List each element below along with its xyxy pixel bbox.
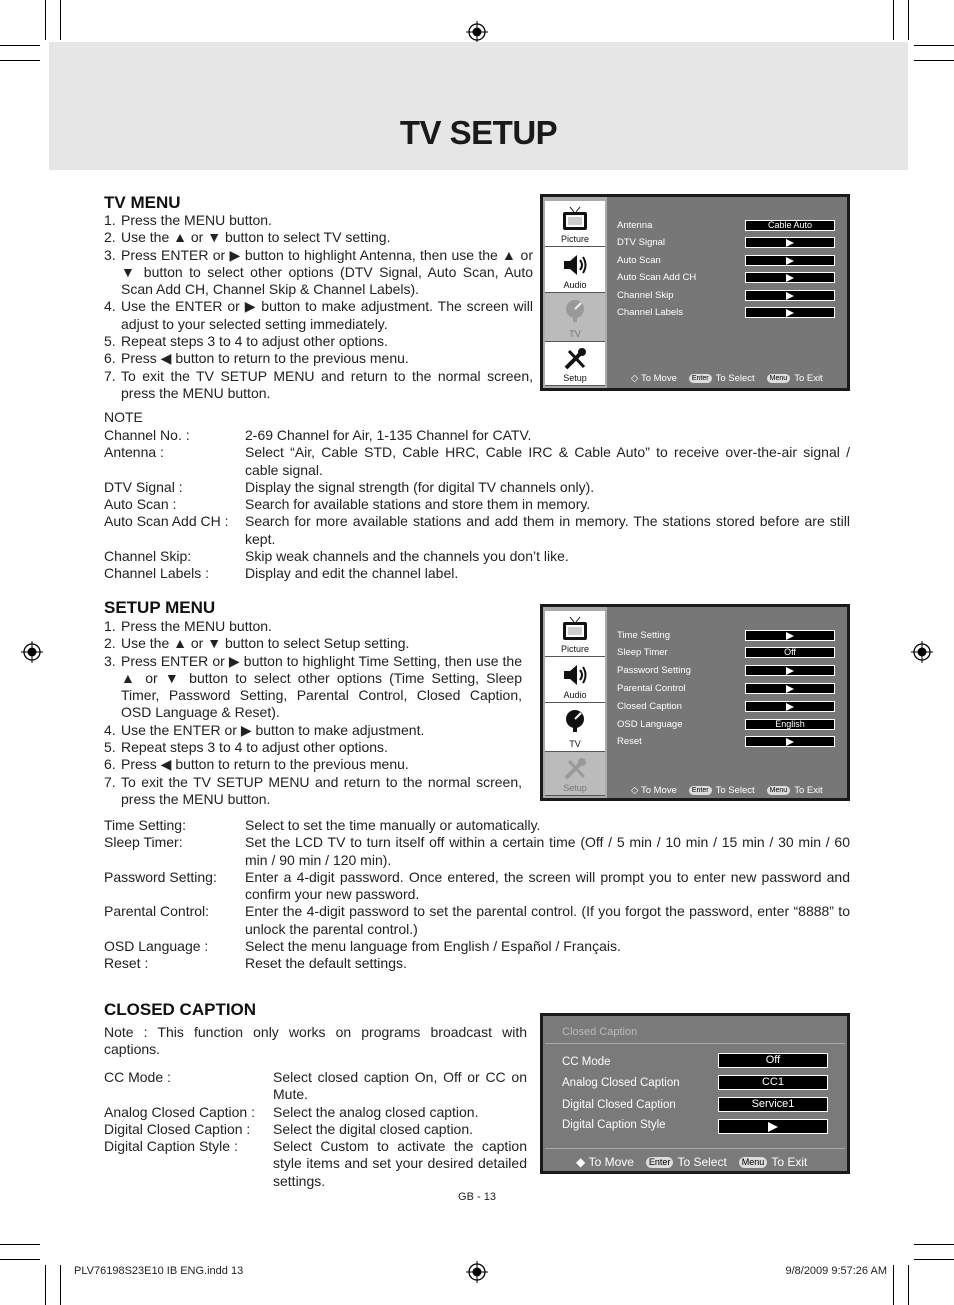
- tv-menu-heading: TV MENU: [104, 193, 181, 212]
- menu-item-value: Cable Auto: [745, 220, 835, 231]
- note-row: Password Setting: Enter a 4-digit password. Once entered, the screen will prompt you to enter new password and confirm your new password.: [104, 868, 850, 903]
- note-row: Channel Skip: Skip weak channels and the channels you don’t like.: [104, 548, 569, 565]
- move-arrows-icon: ◇: [631, 785, 641, 796]
- speaker-icon: [561, 662, 589, 688]
- crop-mark: [60, 1265, 61, 1305]
- date-slug: 9/8/2009 9:57:26 AM: [785, 1265, 887, 1277]
- menu-item-arrow: [745, 683, 835, 694]
- menu-item-arrow: [718, 1119, 828, 1134]
- menu-item-label: Sleep Timer: [617, 647, 668, 658]
- setup-menu-screenshot: [540, 604, 850, 801]
- title-banner: [49, 42, 908, 170]
- arrow-right-icon: [786, 274, 794, 282]
- page-title: TV SETUP: [399, 114, 558, 151]
- menu-key-badge: Menu: [767, 786, 791, 795]
- note-row: Auto Scan : Search for available stations and store them in memory.: [104, 496, 591, 513]
- setup-menu-steps: [104, 618, 522, 808]
- menu-sidebar: [543, 197, 607, 388]
- step-item: 7. To exit the TV SETUP MENU and return to the normal screen, press the MENU button.: [104, 773, 522, 807]
- note-row: Digital Closed Caption : Select the digital closed caption.: [104, 1120, 474, 1137]
- screen-title: Closed Caption: [562, 1026, 638, 1038]
- note-row: OSD Language : Select the menu language from English / Español / Français.: [104, 938, 621, 955]
- move-arrows-icon: ◇: [631, 373, 641, 384]
- sidebar-item-audio: Audio: [545, 247, 605, 293]
- crop-mark: [914, 60, 954, 61]
- note-row: DTV Signal : Display the signal strength (for digital TV channels only).: [104, 478, 595, 495]
- satellite-dish-icon: [561, 708, 589, 734]
- sidebar-item-tv: TV: [545, 703, 605, 752]
- step-item: 2. Use the ▲ or ▼ button to select TV setting.: [104, 229, 391, 246]
- sidebar-item-picture: Picture: [545, 611, 605, 657]
- note-row: Auto Scan Add CH : Search for more available stations and add them in memory. The stations stored before are still kept.: [104, 513, 850, 547]
- tv-menu-notes: [104, 427, 850, 583]
- tv-picture-icon: [561, 616, 589, 642]
- arrow-right-icon: [786, 309, 794, 317]
- sidebar-item-setup: Setup: [545, 752, 605, 796]
- menu-item-value: English: [745, 719, 835, 730]
- tools-icon: [561, 347, 589, 373]
- divider: [545, 1043, 845, 1044]
- speaker-icon: [561, 252, 589, 278]
- step-item: 4. Use the ENTER or ▶ button to make adjustment.: [104, 721, 425, 738]
- crop-mark: [893, 1265, 894, 1305]
- crop-mark: [0, 45, 40, 46]
- registration-mark-icon: [21, 641, 43, 663]
- note-row: CC Mode : Select closed caption On, Off or CC on Mute.: [104, 1069, 527, 1103]
- step-item: 2. Use the ▲ or ▼ button to select Setup setting.: [104, 635, 410, 652]
- menu-item-label: Password Setting: [617, 665, 691, 676]
- setup-menu-notes: [104, 817, 850, 973]
- menu-item-label: Analog Closed Caption: [562, 1077, 680, 1089]
- menu-sidebar: [543, 607, 607, 798]
- crop-mark: [908, 1265, 909, 1305]
- menu-item-arrow: [745, 736, 835, 747]
- arrow-right-icon: [786, 257, 794, 265]
- crop-mark: [60, 0, 61, 40]
- sidebar-item-setup: Setup: [545, 342, 605, 386]
- arrow-right-icon: [786, 292, 794, 300]
- step-item: 5. Repeat steps 3 to 4 to adjust other options.: [104, 333, 388, 350]
- menu-item-label: Time Setting: [617, 630, 670, 641]
- crop-mark: [914, 45, 954, 46]
- tv-menu-screenshot: [540, 194, 850, 391]
- menu-item-label: CC Mode: [562, 1056, 611, 1068]
- setup-menu-heading: SETUP MENU: [104, 598, 216, 617]
- crop-mark: [914, 1244, 954, 1245]
- menu-item-label: Channel Labels: [617, 307, 684, 318]
- menu-key-badge: Menu: [739, 1157, 768, 1168]
- menu-item-value: Service1: [718, 1097, 828, 1112]
- menu-hint-bar: ◇ To Move Enter To Select Menu To Exit: [631, 373, 823, 384]
- note-row: Time Setting: Select to set the time manually or automatically.: [104, 817, 541, 833]
- menu-item-arrow: [745, 701, 835, 712]
- tools-icon: [561, 757, 589, 783]
- step-item: 7. To exit the TV SETUP MENU and return to the normal screen, press the MENU button.: [104, 367, 533, 401]
- closed-caption-notes: [104, 1069, 527, 1190]
- crop-mark: [0, 1244, 40, 1245]
- note-row: Channel No. : 2-69 Channel for Air, 1-135 Channel for CATV.: [104, 427, 532, 443]
- note-label: NOTE: [104, 409, 143, 425]
- move-arrows-icon: ◆: [576, 1155, 589, 1169]
- enter-key-badge: Enter: [646, 1157, 674, 1168]
- tv-picture-icon: [561, 206, 589, 232]
- step-item: 1. Press the MENU button.: [104, 618, 272, 634]
- file-slug: PLV76198S23E10 IB ENG.indd 13: [74, 1265, 244, 1277]
- step-item: 3. Press ENTER or ▶ button to highlight Antenna, then use the ▲ or ▼ button to select other options (DTV Signal, Auto Scan, Auto Scan Add CH, Channel Skip & Channel Labels).: [104, 246, 533, 298]
- arrow-right-icon: [768, 1122, 778, 1132]
- menu-item-label: Digital Closed Caption: [562, 1099, 676, 1111]
- menu-item-label: Digital Caption Style: [562, 1119, 666, 1131]
- menu-item-arrow: [745, 290, 835, 301]
- step-item: 4. Use the ENTER or ▶ button to make adjustment. The screen will adjust to your selected setting immediately.: [104, 298, 533, 332]
- menu-item-value: Off: [718, 1053, 828, 1068]
- menu-item-arrow: [745, 307, 835, 318]
- note-row: Antenna : Select “Air, Cable STD, Cable HRC, Cable IRC & Cable Auto” to receive over-the-air signal / cable signal.: [104, 444, 850, 478]
- note-row: Channel Labels : Display and edit the channel label.: [104, 565, 459, 582]
- registration-mark-icon: [466, 21, 488, 43]
- menu-item-arrow: [745, 272, 835, 283]
- menu-item-label: Closed Caption: [617, 701, 682, 712]
- registration-mark-icon: [466, 1261, 488, 1283]
- menu-item-value: Off: [745, 647, 835, 658]
- crop-mark: [0, 1259, 40, 1260]
- note-row: Digital Caption Style : Select Custom to activate the caption style items and set your desired detailed settings.: [104, 1138, 527, 1189]
- note-row: Analog Closed Caption : Select the analog closed caption.: [104, 1103, 479, 1120]
- crop-mark: [45, 1265, 46, 1305]
- page-number: GB - 13: [458, 1191, 496, 1203]
- step-item: 3. Press ENTER or ▶ button to highlight Time Setting, then use the ▲ or ▼ button to select other options (Time Setting, Sleep Timer, Password Setting, Parental Control, Closed Caption, OSD Language & Reset).: [104, 652, 522, 721]
- enter-key-badge: Enter: [689, 374, 712, 383]
- arrow-right-icon: [786, 685, 794, 693]
- note-row: Parental Control: Enter the 4-digit password to set the parental control. (If you forgot the password, enter “8888” to unlock the parental control.): [104, 903, 850, 937]
- crop-mark: [45, 0, 46, 40]
- closed-caption-screenshot: [540, 1013, 850, 1174]
- menu-item-value: CC1: [718, 1075, 828, 1090]
- menu-item-label: Channel Skip: [617, 290, 674, 301]
- menu-key-badge: Menu: [767, 374, 791, 383]
- menu-item-arrow: [745, 665, 835, 676]
- divider: [545, 1148, 845, 1149]
- menu-item-label: Auto Scan Add CH: [617, 272, 697, 283]
- menu-item-label: Reset: [617, 736, 642, 747]
- crop-mark: [908, 0, 909, 40]
- arrow-right-icon: [786, 738, 794, 746]
- menu-item-arrow: [745, 237, 835, 248]
- arrow-right-icon: [786, 703, 794, 711]
- step-item: 5. Repeat steps 3 to 4 to adjust other options.: [104, 739, 388, 756]
- crop-mark: [0, 60, 40, 61]
- menu-hint-bar: ◆ To Move Enter To Select Menu To Exit: [576, 1155, 808, 1169]
- tv-menu-steps: [104, 212, 533, 402]
- menu-item-label: Parental Control: [617, 683, 686, 694]
- menu-item-label: OSD Language: [617, 719, 683, 730]
- menu-item-label: Antenna: [617, 220, 653, 231]
- menu-item-arrow: [745, 630, 835, 641]
- registration-mark-icon: [911, 641, 933, 663]
- arrow-right-icon: [786, 667, 794, 675]
- sidebar-item-audio: Audio: [545, 657, 605, 703]
- sidebar-item-tv: TV: [545, 293, 605, 342]
- satellite-dish-icon: [561, 298, 589, 324]
- note-row: Reset : Reset the default settings.: [104, 955, 407, 972]
- sidebar-item-picture: Picture: [545, 201, 605, 247]
- arrow-right-icon: [786, 632, 794, 640]
- crop-mark: [893, 0, 894, 40]
- step-item: 1. Press the MENU button.: [104, 212, 272, 228]
- crop-mark: [914, 1259, 954, 1260]
- closed-caption-heading: CLOSED CAPTION: [104, 1000, 257, 1019]
- note-row: Sleep Timer: Set the LCD TV to turn itself off within a certain time (Off / 5 min / 10 min / 15 min / 30 min / 60 min / 90 min / 120 min).: [104, 834, 850, 868]
- step-item: 6. Press ◀ button to return to the previous menu.: [104, 756, 409, 773]
- menu-item-label: DTV Signal: [617, 237, 666, 248]
- step-item: 6. Press ◀ button to return to the previous menu.: [104, 350, 409, 367]
- menu-hint-bar: ◇ To Move Enter To Select Menu To Exit: [631, 785, 823, 796]
- closed-caption-note: Note : This function only works on programs broadcast with captions.: [104, 1024, 527, 1058]
- enter-key-badge: Enter: [689, 786, 712, 795]
- menu-item-arrow: [745, 255, 835, 266]
- menu-item-label: Auto Scan: [617, 255, 661, 266]
- arrow-right-icon: [786, 239, 794, 247]
